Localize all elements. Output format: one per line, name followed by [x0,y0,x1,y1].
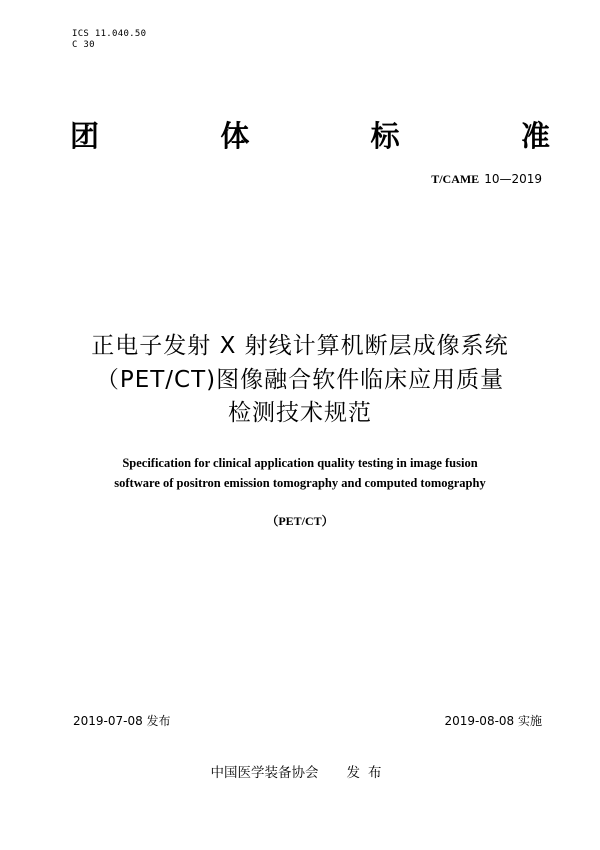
standard-type-char: 标 [370,118,400,153]
title-cn-line: 检测技术规范 [228,400,372,426]
title-en-line: software of positron emission tomography and computed tomography [114,476,486,490]
issue-date: 2019-07-08 发布 [73,714,171,728]
standard-year: 10—2019 [484,172,542,186]
ics-code: ICS 11.040.50 [72,29,147,39]
implementation-date: 2019-08-08 实施 [444,714,542,728]
standard-type-char: 体 [220,118,250,153]
publisher-line [0,765,600,781]
publisher-name: 中国医学装备协会 [210,765,319,781]
title-cn-line: 正电子发射 X 射线计算机断层成像系统 [91,333,509,359]
title-abbreviation: （PET/CT） [266,514,334,528]
standard-type-heading [70,114,550,154]
publisher-action: 发布 [346,765,390,781]
standard-code: T/CAME [431,172,480,186]
standard-type-char: 准 [520,118,550,153]
standard-number [431,172,542,186]
title-cn-line: （PET/CT)图像融合软件临床应用质量 [95,367,505,393]
standard-type-char: 团 [70,118,100,153]
title-en-line: Specification for clinical application quality testing in image fusion [122,456,478,470]
ccs-code: C 30 [72,40,95,50]
